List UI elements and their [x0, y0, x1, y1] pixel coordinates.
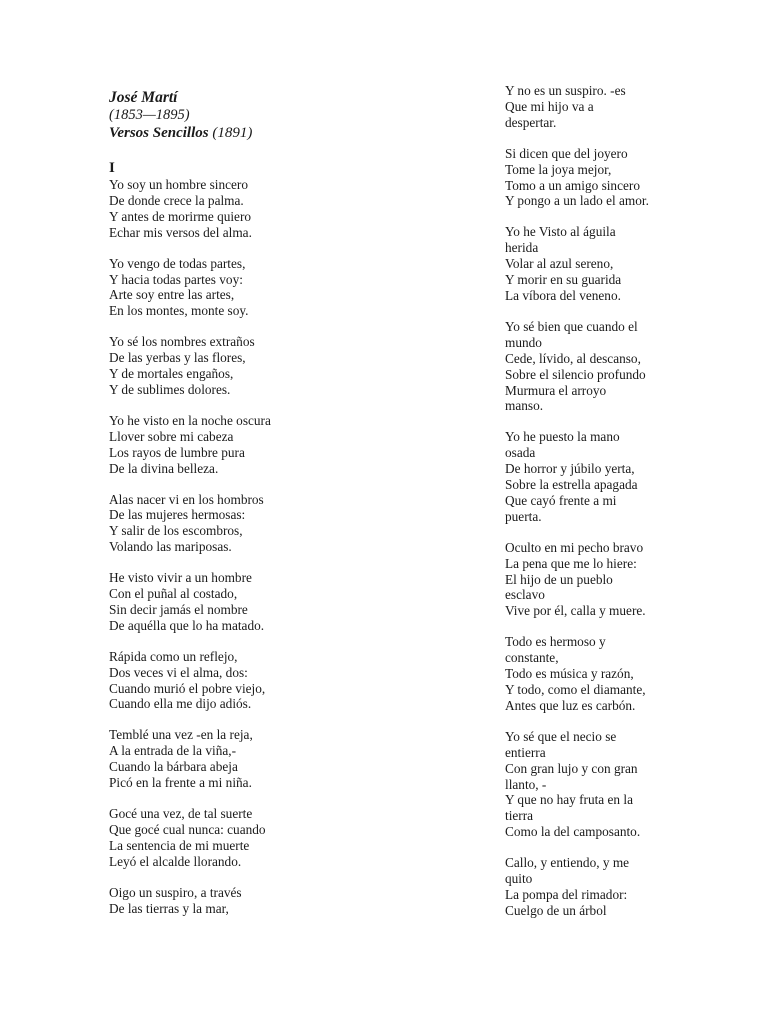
verse-line: esclavo	[505, 587, 545, 603]
verse-line: La sentencia de mi muerte	[109, 837, 250, 853]
verse-line: Oigo un suspiro, a través	[109, 884, 242, 900]
author-name: José Martí	[109, 89, 178, 106]
document-header	[109, 88, 252, 143]
verse-line: Y morir en su guarida	[505, 272, 622, 288]
verse-line: Arte soy entre las artes,	[109, 287, 235, 303]
verse-line: Todo es música y razón,	[505, 666, 634, 682]
verse-line: Si dicen que del joyero	[505, 145, 628, 161]
stanza	[109, 334, 271, 398]
stanza	[109, 492, 271, 556]
verse-line: De la divina belleza.	[109, 460, 219, 476]
stanza	[505, 146, 649, 210]
stanza	[109, 570, 271, 634]
verse-line: mundo	[505, 334, 542, 350]
verse-line: Vive por él, calla y muere.	[505, 603, 646, 619]
left-stanzas	[109, 177, 271, 931]
verse-line: Cuelgo de un árbol	[505, 902, 607, 918]
verse-line: Cuando ella me dijo adiós.	[109, 696, 252, 712]
verse-line: Y salir de los escombros,	[109, 523, 243, 539]
verse-line: Y todo, como el diamante,	[505, 682, 646, 697]
stanza	[109, 413, 271, 477]
stanza	[505, 224, 649, 304]
verse-line: Cuando murió el pobre viejo,	[109, 680, 266, 696]
verse-line: Y de sublimes dolores.	[109, 381, 231, 397]
right-stanzas	[505, 83, 649, 934]
verse-line: Alas nacer vi en los hombros	[109, 491, 264, 507]
stanza	[109, 649, 271, 713]
verse-line: Los rayos de lumbre pura	[109, 444, 245, 460]
author-dates: (1853—1895)	[109, 107, 190, 123]
verse-line: De horror y júbilo yerta,	[505, 461, 635, 477]
verse-line: Cede, lívido, al descanso,	[505, 350, 641, 366]
verse-line: entierra	[505, 744, 546, 760]
verse-line: herida	[505, 240, 539, 256]
verse-line: despertar.	[505, 114, 557, 130]
stanza	[109, 806, 271, 870]
verse-line: De las mujeres hermosas:	[109, 507, 246, 523]
verse-line: osada	[505, 445, 536, 461]
verse-line: Yo sé los nombres extraños	[109, 334, 255, 350]
verse-line: Oculto en mi pecho bravo	[505, 539, 644, 555]
verse-line: Sin decir jamás el nombre	[109, 601, 248, 617]
verse-line: tierra	[505, 808, 534, 824]
verse-line: Leyó el alcalde llorando.	[109, 853, 242, 869]
verse-line: De donde crece la palma.	[109, 192, 244, 208]
verse-line: Yo soy un hombre sincero	[109, 177, 249, 192]
verse-line: Volar al azul sereno,	[505, 256, 614, 272]
verse-line: Yo he visto en la noche oscura	[109, 412, 271, 428]
verse-line: Y que no hay fruta en la	[505, 792, 633, 808]
verse-line: He visto vivir a un hombre	[109, 570, 252, 586]
verse-line: Y no es un suspiro. -es	[505, 83, 626, 98]
verse-line: A la entrada de la viña,-	[109, 743, 237, 759]
verse-line: Echar mis versos del alma.	[109, 224, 252, 240]
verse-line: Yo sé que el necio se	[505, 728, 617, 744]
stanza	[505, 429, 649, 524]
verse-line: Yo vengo de todas partes,	[109, 255, 246, 271]
book-title: Versos Sencillos	[109, 125, 209, 141]
verse-line: En los montes, monte soy.	[109, 303, 249, 319]
verse-line: quito	[505, 871, 533, 887]
verse-line: Todo es hermoso y	[505, 634, 606, 650]
stanza	[109, 177, 271, 241]
verse-line: Que gocé cual nunca: cuando	[109, 821, 266, 837]
verse-line: puerta.	[505, 508, 542, 524]
verse-line: Que cayó frente a mi	[505, 492, 617, 508]
verse-line: De las tierras y la mar,	[109, 900, 229, 916]
verse-line: Murmura el arroyo	[505, 382, 607, 398]
verse-line: El hijo de un pueblo	[505, 571, 613, 587]
verse-line: De las yerbas y las flores,	[109, 350, 246, 366]
verse-line: Como la del camposanto.	[505, 824, 641, 840]
verse-line: Tomo a un amigo sincero	[505, 177, 640, 193]
verse-line: Cuando la bárbara abeja	[109, 759, 238, 775]
verse-line: Con gran lujo y con gran	[505, 760, 638, 776]
stanza	[505, 540, 649, 620]
verse-line: manso.	[505, 398, 544, 414]
verse-line: Llover sobre mi cabeza	[109, 428, 234, 444]
verse-line: Picó en la frente a mi niña.	[109, 775, 252, 791]
stanza	[109, 885, 271, 917]
verse-line: Y pongo a un lado el amor.	[505, 193, 649, 209]
stanza	[505, 634, 649, 714]
verse-line: Con el puñal al costado,	[109, 586, 238, 602]
stanza	[109, 256, 271, 320]
verse-line: Yo sé bien que cuando el	[505, 318, 638, 334]
verse-line: Yo he puesto la mano	[505, 429, 620, 445]
verse-line: De aquélla que lo ha matado.	[109, 617, 265, 633]
stanza	[505, 729, 649, 840]
book-line	[109, 124, 252, 143]
verse-line: Sobre el silencio profundo	[505, 366, 646, 382]
verse-line: Callo, y entiendo, y me	[505, 855, 630, 871]
verse-line: La pena que me lo hiere:	[505, 555, 637, 571]
book-year: (1891)	[212, 125, 253, 141]
verse-line: Y antes de morirme quiero	[109, 208, 252, 224]
stanza	[505, 319, 649, 414]
verse-line: Sobre la estrella apagada	[505, 477, 638, 493]
stanza	[109, 727, 271, 791]
verse-line: La víbora del veneno.	[505, 287, 621, 303]
section-number: I	[109, 160, 115, 176]
verse-line: Antes que luz es carbón.	[505, 697, 636, 713]
stanza	[505, 83, 649, 131]
verse-line: Y de mortales engaños,	[109, 366, 234, 382]
verse-line: Dos veces vi el alma, dos:	[109, 664, 248, 680]
stanza	[505, 855, 649, 919]
verse-line: Tome la joya mejor,	[505, 161, 612, 177]
verse-line: llanto, -	[505, 776, 547, 792]
verse-line: Volando las mariposas.	[109, 539, 232, 555]
verse-line: Y hacia todas partes voy:	[109, 271, 243, 287]
verse-line: constante,	[505, 650, 559, 666]
verse-line: Temblé una vez -en la reja,	[109, 727, 253, 743]
verse-line: La pompa del rimador:	[505, 886, 628, 902]
verse-line: Rápida como un reflejo,	[109, 648, 238, 664]
verse-line: Que mi hijo va a	[505, 98, 594, 114]
verse-line: Yo he Visto al águila	[505, 224, 616, 240]
verse-line: Gocé una vez, de tal suerte	[109, 806, 253, 821]
